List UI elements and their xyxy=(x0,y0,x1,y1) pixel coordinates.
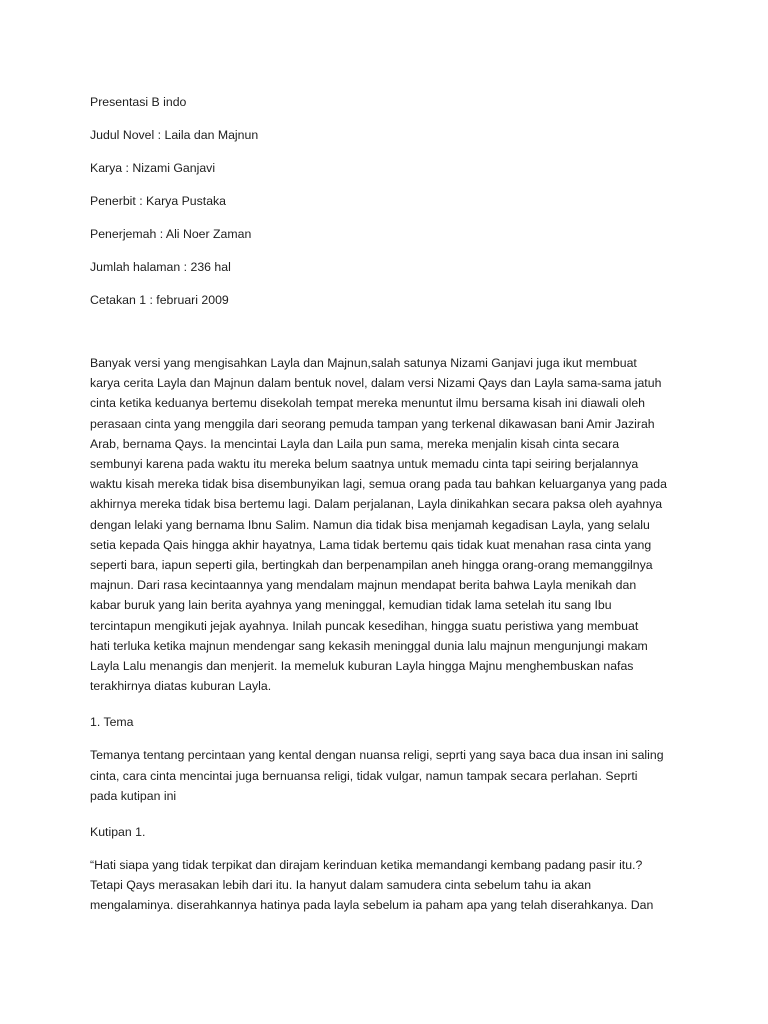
summary-paragraph xyxy=(90,353,710,696)
summary-line: Banyak versi yang mengisahkan Layla dan Majnun,salah satunya Nizami Ganjavi juga ikut membuat xyxy=(90,356,637,370)
meta-penerbit: Penerbit : Karya Pustaka xyxy=(90,194,227,208)
summary-line: waktu kisah mereka tidak bisa disembunyikan lagi, semua orang pada tau bahkan keluarganya yang pada xyxy=(90,477,667,492)
summary-line: Layla Lalu menangis dan menjerit. Ia memeluk kuburan Layla hingga Majnu menghembuskan nafas xyxy=(90,659,634,674)
summary-line: perasaan cinta yang menggila dari seorang pemuda tampan yang terkenal dikawasan bani Amir Jazirah xyxy=(90,416,655,431)
meta-penerjemah: Penerjemah : Ali Noer Zaman xyxy=(90,227,252,241)
tema-paragraph xyxy=(90,745,710,806)
summary-line: sembunyi karena pada waktu itu mereka belum saatnya untuk memadu cinta tapi seiring berjalannya xyxy=(90,457,639,472)
summary-line: majnun. Dari rasa kecintaannya yang mendalam majnun mendapat berita bahwa Layla menikah dan xyxy=(90,578,637,593)
summary-line: terakhirnya diatas kuburan Layla. xyxy=(90,679,272,694)
tema-line: cinta, cara cinta mencintai juga bernuansa religi, tidak vulgar, namun tampak secara perlahan. Seprti xyxy=(90,768,638,783)
summary-line: akhirnya mereka tidak bisa bertemu lagi. Dalam perjalanan, Layla dinikahkan secara paksa oleh ayahnya xyxy=(90,497,663,512)
meta-cetakan: Cetakan 1 : februari 2009 xyxy=(90,293,229,307)
summary-line: Arab, bernama Qays. Ia mencintai Layla dan Laila pun sama, mereka menjalin kisah cinta secara xyxy=(90,436,620,451)
meta-karya: Karya : Nizami Ganjavi xyxy=(90,161,216,175)
tema-line: pada kutipan ini xyxy=(90,788,177,803)
summary-line: tercintapun mengikuti jejak ayahnya. Inilah puncak kesedihan, hingga suatu peristiwa yang membuat xyxy=(90,618,639,633)
kutipan-line: mengalaminya. diserahkannya hatinya pada layla sebelum ia paham apa yang telah diserahkanya. Dan xyxy=(90,898,654,913)
kutipan-line: Tetapi Qays merasakan lebih dari itu. Ia hanyut dalam samudera cinta sebelum tahu ia akan xyxy=(90,878,592,893)
meta-judul-novel: Judul Novel : Laila dan Majnun xyxy=(90,128,259,142)
summary-line: seperti bara, iapun seperti gila, bertingkah dan berpenampilan aneh hingga orang-orang memanggilnya xyxy=(90,558,653,573)
kutipan-paragraph xyxy=(90,855,710,916)
document-page xyxy=(90,92,710,916)
summary-line: setia kepada Qais hingga akhir hayatnya, Lama tidak bertemu qais tidak kuat menahan rasa cinta yang xyxy=(90,537,652,552)
kutipan-line: “Hati siapa yang tidak terpikat dan dirajam kerinduan ketika memandangi kembang padang pasir itu.? xyxy=(90,858,643,873)
summary-line: karya cerita Layla dan Majnun dalam bentuk novel, dalam versi Nizami Qays dan Layla sama-sama jatuh xyxy=(90,376,662,391)
summary-line: cinta ketika keduanya bertemu disekolah tempat mereka menuntut ilmu bersama kisah ini diawali oleh xyxy=(90,396,646,411)
summary-line: dengan lelaki yang bernama Ibnu Salim. Namun dia tidak bisa menjamah kegadisan Layla, yang selalu xyxy=(90,517,650,532)
document-title: Presentasi B indo xyxy=(90,95,187,109)
summary-line: kabar buruk yang lain berita ayahnya yang meninggal, kemudian tidak lama setelah itu sang Ibu xyxy=(90,598,612,613)
tema-line: Temanya tentang percintaan yang kental dengan nuansa religi, seprti yang saya baca dua insan ini saling xyxy=(90,748,664,763)
section-heading-tema: 1. Tema xyxy=(90,715,134,730)
meta-jumlah-halaman: Jumlah halaman : 236 hal xyxy=(90,260,231,274)
kutipan-label: Kutipan 1. xyxy=(90,825,146,840)
summary-line: hati terluka ketika majnun mendengar sang kekasih meninggal dunia lalu majnun mengunjungi makam xyxy=(90,638,648,653)
